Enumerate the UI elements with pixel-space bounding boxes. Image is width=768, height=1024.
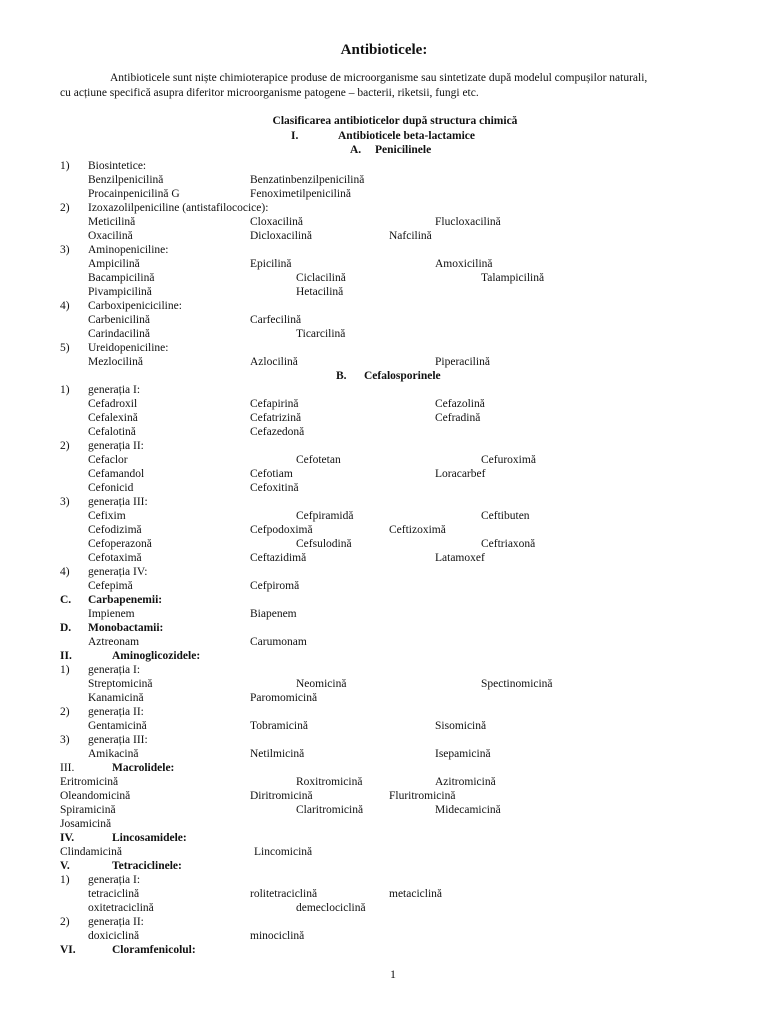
list-item-label: 1) [60, 384, 70, 396]
list-item-label: 5) [60, 342, 70, 354]
list-item-label: Cefixim [88, 510, 126, 522]
list-item-label: IV. [60, 832, 75, 844]
list-item-entry: generația III: [88, 734, 148, 746]
list-item-label: Carbenicilină [88, 314, 150, 326]
list-item-label: Meticilină [88, 216, 136, 228]
list-item-entry: Fluritromicină [389, 790, 456, 802]
list-item-label: tetraciclină [88, 888, 140, 900]
list-item-entry: Sisomicină [435, 720, 487, 732]
list-item-entry: Benzatinbenzilpenicilină [250, 174, 365, 186]
list-item-label: Oxacilină [88, 230, 133, 242]
list-item-entry: Aminoglicozidele: [112, 650, 201, 662]
list-item-entry: Latamoxef [435, 552, 485, 564]
list-item-label: Carindacilină [88, 328, 150, 340]
list-item-entry: Cefoxitină [250, 482, 299, 494]
list-item-label: oxitetraciclină [88, 902, 154, 914]
list-item-entry: Spectinomicină [481, 678, 553, 690]
list-item-label: Ampicilină [88, 258, 140, 270]
list-item-entry: Tobramicină [250, 720, 308, 732]
list-item-entry: Azitromicină [435, 776, 496, 788]
list-item-label: Clindamicină [60, 846, 122, 858]
list-item-entry: Piperacilină [435, 356, 490, 368]
list-item-entry: generația I: [88, 384, 141, 396]
list-item-label: Cefalotină [88, 426, 136, 438]
list-item-entry: generația II: [88, 916, 144, 928]
list-item-label: 3) [60, 244, 70, 256]
list-item-entry: Cefpodoximă [250, 524, 313, 536]
list-item-entry: Cefatrizină [250, 412, 302, 424]
list-item-entry: Tetraciclinele: [112, 860, 182, 872]
list-item-entry: Carfecilină [250, 314, 302, 326]
list-item-entry: minociclină [250, 930, 305, 942]
list-item-entry: Isepamicină [435, 748, 491, 760]
list-item-entry: Lincomicină [254, 846, 313, 858]
list-item-entry: Carboxipeniciciline: [88, 300, 182, 312]
list-item-label: Pivampicilină [88, 286, 152, 298]
list-item-label: Streptomicină [88, 678, 153, 690]
list-item-label: Cefodizimă [88, 524, 142, 536]
list-item-label: Procainpenicilină G [88, 188, 180, 200]
list-item-entry: Cefazolină [435, 398, 485, 410]
list-item-entry: Aminopeniciline: [88, 244, 169, 256]
list-item-entry: Cefotetan [296, 454, 341, 466]
list-item-entry: Cefradină [435, 412, 481, 424]
list-item-entry: Azlocilină [250, 356, 298, 368]
list-item-entry: Flucloxacilină [435, 216, 501, 228]
list-item-label: 3) [60, 734, 70, 746]
list-item-entry: Epicilină [250, 258, 292, 270]
list-item-label: II. [60, 650, 72, 662]
list-item-label: 1) [60, 664, 70, 676]
list-item-entry: Ceftriaxonă [481, 538, 536, 550]
list-item-label: Aztreonam [88, 636, 140, 648]
list-item-entry: Cefazedonă [250, 426, 305, 438]
list-item-entry: generația II: [88, 706, 144, 718]
list-item-label: Cefalexină [88, 412, 138, 424]
list-item-entry: Cefuroximă [481, 454, 536, 466]
classification-heading: Clasificarea antibioticelor după structura chimică [272, 115, 518, 127]
page-title: Antibioticele: [340, 42, 428, 58]
subsection-a-number: A. [350, 144, 362, 156]
list-item-label: Cefadroxil [88, 398, 138, 410]
list-item-label: Cefamandol [88, 468, 145, 480]
list-item-label: Cefoperazonă [88, 538, 152, 550]
list-item-entry: generația IV: [88, 566, 148, 578]
list-item-label: Spiramicină [60, 804, 116, 816]
list-item-entry: demeclociclină [296, 902, 366, 914]
page-number: 1 [390, 967, 396, 981]
list-item-entry: Hetacilină [296, 286, 344, 298]
intro-paragraph [60, 71, 730, 101]
list-item-entry: generația II: [88, 440, 144, 452]
list-item-entry: Ceftizoximă [389, 524, 446, 536]
list-item-entry: metaciclină [389, 888, 442, 900]
list-item-entry: Talampicilină [481, 272, 545, 284]
list-item-entry: Loracarbef [435, 468, 486, 480]
list-item-entry: Amoxicilină [435, 258, 493, 270]
list-item-label: Kanamicină [88, 692, 144, 704]
list-item-entry: Izoxazolilpeniciline (antistafilococice): [88, 202, 269, 214]
list-item-label: Mezlocilină [88, 356, 143, 368]
list-item-entry: Cefpiromă [250, 580, 300, 592]
list-item-label: 3) [60, 496, 70, 508]
list-item-entry: Carumonam [250, 636, 307, 648]
list-item-entry: Ceftibuten [481, 510, 530, 522]
list-item-label: Cefonicid [88, 482, 134, 494]
list-item-entry: Cefapirină [250, 398, 299, 410]
list-item-label: 4) [60, 566, 70, 578]
list-item-entry: Biosintetice: [88, 160, 147, 172]
intro-line-2: cu acțiune specifică asupra diferitor microorganisme patogene – bacterii, riketsii, fungi etc. [60, 87, 479, 99]
list-item-label: Cefepimă [88, 580, 133, 592]
list-item-entry: Carbapenemii: [88, 594, 163, 606]
subsection-b-heading: Cefalosporinele [364, 370, 441, 382]
list-item-label: Josamicină [60, 818, 112, 830]
list-item-label: 2) [60, 706, 70, 718]
list-item-entry: Ceftazidimă [250, 552, 307, 564]
list-item-label: Impienem [88, 608, 135, 620]
list-item-entry: Neomicină [296, 678, 347, 690]
list-item-entry: Dicloxacilină [250, 230, 312, 242]
list-item-entry: Roxitromicină [296, 776, 363, 788]
list-item-entry: Monobactamii: [88, 622, 164, 634]
list-item-entry: Cloramfenicolul: [112, 944, 196, 956]
list-item-label: Gentamicină [88, 720, 147, 732]
list-item-entry: Netilmicină [250, 748, 305, 760]
subsection-a-heading: Penicilinele [375, 144, 432, 156]
list-item-entry: Cloxacilină [250, 216, 304, 228]
list-item-label: Amikacină [88, 748, 139, 760]
list-item-entry: Cefsulodină [296, 538, 352, 550]
section-1-number: I. [291, 130, 299, 142]
list-item-label: Eritromicină [60, 776, 119, 788]
list-item-label: 4) [60, 300, 70, 312]
list-item-label: VI. [60, 944, 76, 956]
list-item-entry: Cefpiramidă [296, 510, 354, 522]
list-item-entry: Cefotiam [250, 468, 293, 480]
subsection-b-number: B. [336, 370, 347, 382]
list-item-label: Oleandomicină [60, 790, 131, 802]
list-item-label: C. [60, 594, 72, 606]
list-item-entry: Ticarcilină [296, 328, 346, 340]
list-item-entry: Macrolidele: [112, 762, 175, 774]
list-item-entry: Fenoximetilpenicilină [250, 188, 351, 200]
list-item-entry: Claritromicină [296, 804, 364, 816]
list-item-entry: Ureidopeniciline: [88, 342, 169, 354]
list-item-entry: Ciclacilină [296, 272, 346, 284]
intro-line-1: Antibioticele sunt niște chimioterapice produse de microorganisme sau sintetizate după modelul compușilor naturali, [110, 72, 648, 84]
list-item-entry: Biapenem [250, 608, 297, 620]
list-item-entry: Lincosamidele: [112, 832, 187, 844]
list-item-label: III. [60, 762, 75, 774]
section-1-heading: Antibioticele beta-lactamice [338, 130, 475, 142]
list-item-entry: generația I: [88, 664, 141, 676]
list-item-label: 2) [60, 202, 70, 214]
list-item-entry: generația I: [88, 874, 141, 886]
list-item-label: Benzilpenicilină [88, 174, 164, 186]
list-item-label: 2) [60, 440, 70, 452]
list-item-label: Cefaclor [88, 454, 128, 466]
list-item-label: Cefotaximă [88, 552, 142, 564]
list-item-label: 1) [60, 160, 70, 172]
list-item-label: doxiciclină [88, 930, 140, 942]
list-item-label: Bacampicilină [88, 272, 155, 284]
list-item-label: D. [60, 622, 72, 634]
list-item-entry: Midecamicină [435, 804, 501, 816]
list-item-entry: Nafcilină [389, 230, 432, 242]
list-item-entry: generația III: [88, 496, 148, 508]
list-item-label: 1) [60, 874, 70, 886]
list-item-label: 2) [60, 916, 70, 928]
list-item-entry: Diritromicină [250, 790, 313, 802]
list-item-entry: Paromomicină [250, 692, 318, 704]
list-item-entry: rolitetraciclină [250, 888, 318, 900]
list-item-label: V. [60, 860, 70, 872]
